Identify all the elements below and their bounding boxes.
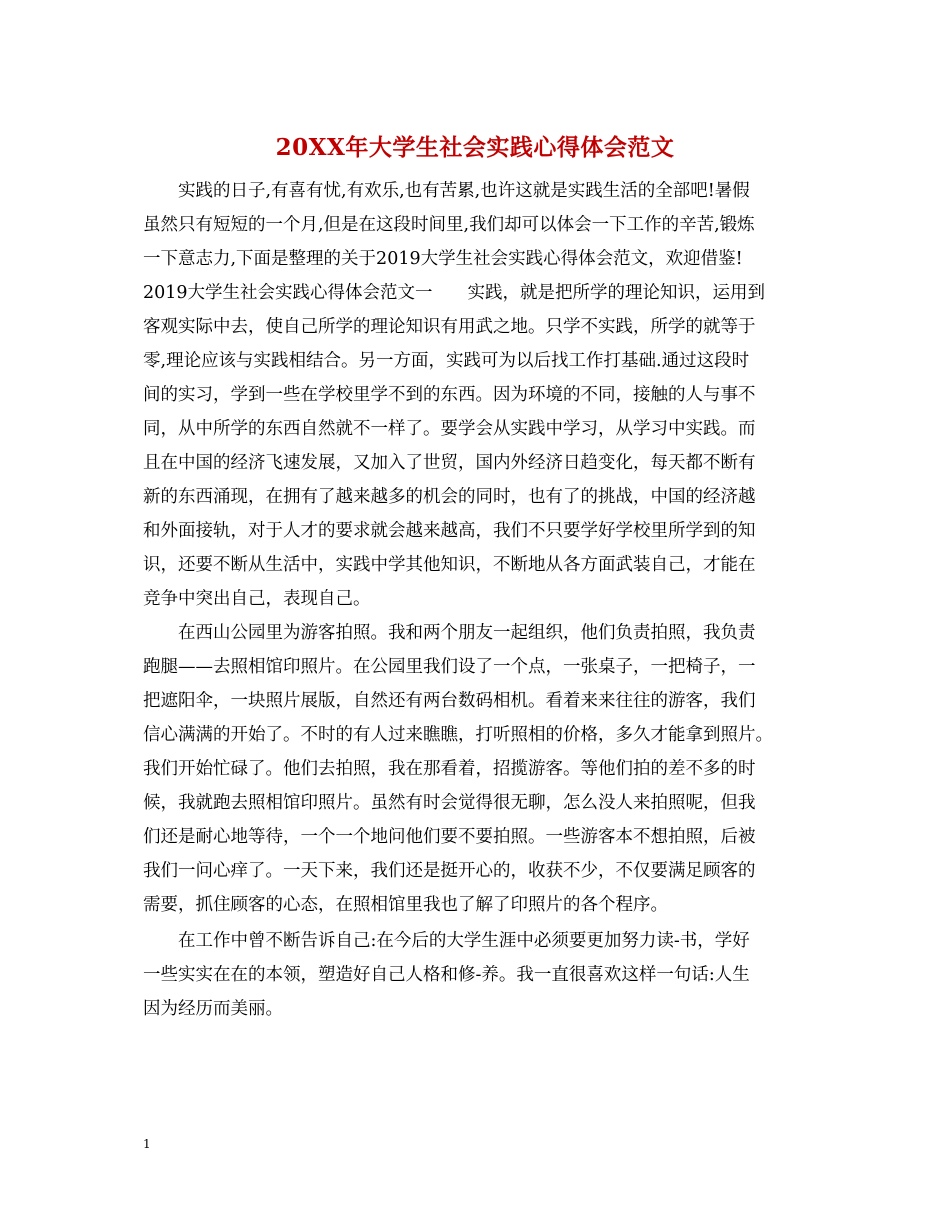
body-line: 竞争中突出自己，表现自己。 <box>143 589 371 609</box>
body-line: 因为经历而美丽。 <box>143 999 283 1019</box>
body-line: 们还是耐心地等待，一个一个地问他们要不要拍照。一些游客本不想拍照，后被 <box>143 827 756 847</box>
body-line: 零,理论应该与实践相结合。另一方面，实践可为以后找工作打基础.通过这段时 <box>143 351 750 371</box>
document-body <box>143 174 813 1026</box>
body-line: 且在中国的经济飞速发展，又加入了世贸，国内外经济日趋变化，每天都不断有 <box>143 453 756 473</box>
body-line: 客观实际中去，使自己所学的理论知识有用武之地。只学不实践，所学的就等于 <box>143 317 756 337</box>
body-line: 需要，抓住顾客的心态，在照相馆里我也了解了印照片的各个程序。 <box>143 895 668 915</box>
body-line: 2019大学生社会实践心得体会范文一 实践，就是把所学的理论知识，运用到 <box>143 283 766 303</box>
body-line: 新的东西涌现，在拥有了越来越多的机会的同时，也有了的挑战，中国的经济越 <box>143 487 756 507</box>
page-number: 1 <box>143 1137 151 1151</box>
body-line: 跑腿——去照相馆印照片。在公园里我们设了一个点，一张桌子，一把椅子，一 <box>143 657 756 677</box>
body-line: 在西山公园里为游客拍照。我和两个朋友一起组织，他们负责拍照，我负责 <box>143 623 756 643</box>
document-title: 20XX年大学生社会实践心得体会范文 <box>275 134 675 161</box>
body-line: 在工作中曾不断告诉自己:在今后的大学生涯中必须要更加努力读-书，学好 <box>143 931 750 951</box>
body-line: 识，还要不断从生活中，实践中学其他知识，不断地从各方面武装自己，才能在 <box>143 555 756 575</box>
body-line: 和外面接轨，对于人才的要求就会越来越高，我们不只要学好学校里所学到的知 <box>143 521 756 541</box>
body-line: 把遮阳伞，一块照片展版，自然还有两台数码相机。看着来来往往的游客，我们 <box>143 691 756 711</box>
body-line: 一下意志力,下面是整理的关于2019大学生社会实践心得体会范文，欢迎借鉴! <box>143 249 743 269</box>
body-line: 同，从中所学的东西自然就不一样了。要学会从实践中学习，从学习中实践。而 <box>143 419 756 439</box>
body-line: 候，我就跑去照相馆印照片。虽然有时会觉得很无聊，怎么没人来拍照呢，但我 <box>143 793 756 813</box>
body-line: 虽然只有短短的一个月,但是在这段时间里,我们却可以体会一下工作的辛苦,锻炼 <box>143 215 755 235</box>
body-line: 一些实实在在的本领，塑造好自己人格和修-养。我一直很喜欢这样一句话:人生 <box>143 965 750 985</box>
body-line: 实践的日子,有喜有忧,有欢乐,也有苦累,也许这就是实践生活的全部吧!暑假 <box>143 181 750 201</box>
body-line: 我们一问心痒了。一天下来，我们还是挺开心的，收获不少，不仅要满足顾客的 <box>143 861 756 881</box>
body-line: 间的实习，学到一些在学校里学不到的东西。因为环境的不同，接触的人与事不 <box>143 385 756 405</box>
body-line: 我们开始忙碌了。他们去拍照，我在那看着，招揽游客。等他们拍的差不多的时 <box>143 759 756 779</box>
body-line: 信心满满的开始了。不时的有人过来瞧瞧，打听照相的价格，多久才能拿到照片。 <box>143 725 773 745</box>
